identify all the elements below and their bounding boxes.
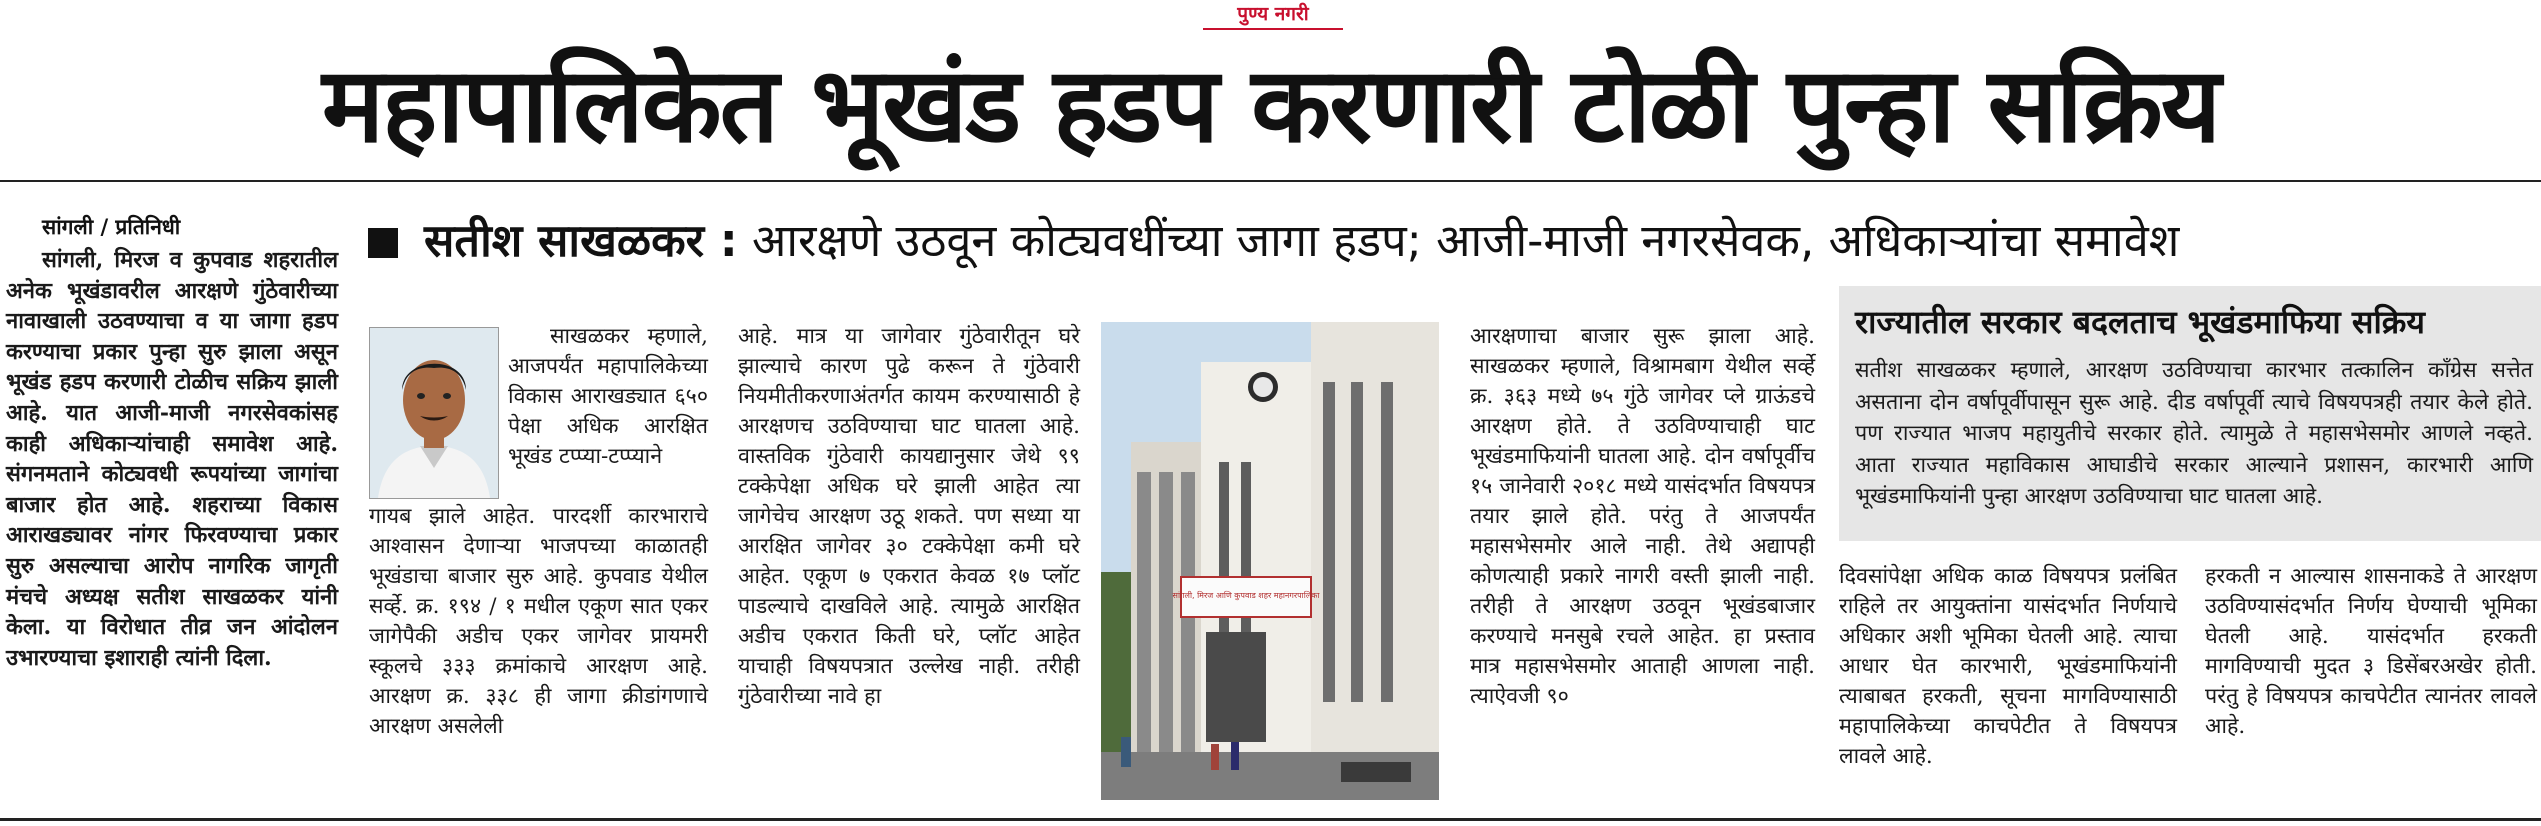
column-3: आहे. मात्र या जागेवार गुंठेवारीतून घरे झाल्याचे कारण पुढे करून ते गुंठेवारी नियमीतीकरणाअंतर्गत कायम करण्यासाठी हे आरक्षणच उठविण्याचा घाट घातला आहे. वास्तविक गुंठेवारी कायद्यानुसार जेथे ९९ टक्केपेक्षा अधिक घरे झाली आहेत त्या जागेचेच आरक्षण उठू शकते. पण सध्या या आरक्षित जागेवर ३० टक्केपेक्षा कमी घरे आहेत. एकूण ७ एकरात केवळ १७ प्लॉट पाडल्याचे दाखविले आहे. त्यामुळे आरक्षित अडीच एकरात किती घरे, प्लॉट आहेत याचाही विषयपत्रात उल्लेख नाही. तरीही गुंठेवारीच्या नावे हा [738, 324, 1080, 709]
building-photo [1101, 322, 1439, 800]
column-6: हरकती न आल्यास शासनाकडे ते आरक्षण उठविण्यासंदर्भात निर्णय घेण्याची भूमिका घेतली आहे. यासंदर्भात हरकती मागविण्याची मुदत ३ डिसेंबरअखेर होती. परंतु हे विषयपत्र काचपेटीत त्यानंतर लावले आहे. [2205, 564, 2537, 739]
building-sign-text: सांगली, मिरज आणि कुपवाड शहर महानगरपालिका [1172, 591, 1320, 600]
bullet-square-icon [368, 228, 398, 258]
subheadline-text: आरक्षणे उठवून कोट्यवधींच्या जागा हडप; आजी-माजी नगरसेवक, अधिकाऱ्यांचा समावेश [752, 214, 2180, 267]
boxed-story-title: राज्यातील सरकार बदलताच भूखंडमाफिया सक्रिय [1855, 303, 2425, 341]
column-4: आरक्षणाचा बाजार सुरू झाला आहे. साखळकर म्हणाले, विश्रामबाग येथील सर्व्हे क्र. ३६३ मध्ये ७५ गुंठे जागेवर प्ले ग्राऊंडचे आरक्षण होते. ते उठविण्याचाही घाट भूखंडमाफियांनी घातला आहे. दोन वर्षापूर्वीच १५ जानेवारी २०१८ मध्ये यासंदर्भात विषयपत्र तयार झाले होते. परंतु ते आजपर्यंत महासभेसमोर आले नाही. तेथे अद्यापही कोणत्याही प्रकारे नागरी वस्ती झाली नाही. तरीही ते आरक्षण उठवून भूखंडबाजार करण्याचे मनसुबे रचले आहेत. हा प्रस्ताव मात्र महासभेसमोर आताही आणला नाही. त्याऐवजी ९० [1470, 324, 1815, 709]
dateline: सांगली / प्रतिनिधी [42, 215, 181, 239]
column-5: दिवसांपेक्षा अधिक काळ विषयपत्र प्रलंबित राहिले तर आयुक्तांना यासंदर्भात निर्णयाचे अधिकार अशी भूमिका घेतली आहे. त्याचा आधार घेत कारभारी, भूखंडमाफियांनी त्याबाबत हरकती, सूचना मागविण्यासाठी महापालिकेच्या काचपेटीत ते विषयपत्र लावले आहे. [1839, 564, 2177, 769]
portrait-photo [369, 327, 499, 499]
column-2-body: गायब झाले आहेत. पारदर्शी कारभाराचे आश्वासन देणाऱ्या भाजपच्या काळातही भूखंडाचा बाजार सुरु आहे. कुपवाड येथील सर्व्हे. क्र. १९४ / १ मधील एकूण सात एकर जागेपैकी अडीच एकर जागेवर प्रायमरी स्कूलचे ३३३ क्रमांकाचे आरक्षण आहे. आरक्षण क्र. ३३८ ही जागा क्रीडांगणाचे आरक्षण असलेली [369, 504, 708, 739]
headline-rule [0, 180, 2541, 182]
lead-paragraph: सांगली, मिरज व कुपवाड शहरातील अनेक भूखंडावरील आरक्षणे गुंठेवारीच्या नावाखाली उठवण्याचा व या जागा हडप करण्याचा प्रकार पुन्हा सुरु झाला असून भूखंड हडप करणारी टोळीच सक्रिय झाली आहे. यात आजी-माजी नगरसेवकांसह काही अधिकाऱ्यांचाही समावेश आहे. संगनमताने कोट्यवधी रूपयांच्या जागांचा बाजार होत आहे. शहराच्या विकास आराखड्यावर नांगर फिरवण्याचा प्रकार सुरु असल्याचा आरोप नागरिक जागृती मंचचे अध्यक्ष सतीश साखळकर यांनी केला. या विरोधात तीव्र जन आंदोलन उभारण्याचा इशाराही त्यांनी दिला. [6, 247, 338, 671]
subheadline [368, 212, 2308, 270]
headline: महापालिकेत भूखंड हडप करणारी टोळी पुन्हा सक्रिय [321, 44, 2220, 166]
boxed-story-text: सतीश साखळकर म्हणाले, आरक्षण उठविण्याचा कारभार तत्कालिन काँग्रेस सत्तेत असताना दोन वर्षापूर्वीपासून सुरू आहे. दीड वर्षापूर्वी त्याचे विषयपत्रही तयार केले होते. पण राज्यात भाजप महायुतीचे सरकार होते. त्यामुळे ते महासभेसमोर आणले नव्हते. आता राज्यात महाविकास आघाडीचे सरकार आल्याने प्रशासन, कारभारी आणि भूखंडमाफियांनी पुन्हा आरक्षण उठविण्याचा घाट घातला आहे. [1855, 358, 2533, 509]
bottom-rule [0, 818, 2541, 821]
column-2-top: साखळकर म्हणाले, आजपर्यंत महापालिकेच्या विकास आराखड्यात ६५० पेक्षा अधिक आरक्षित भूखंड टप्प्या-टप्प्याने [508, 324, 708, 469]
subheadline-name: सतीश साखळकर : [424, 214, 738, 267]
masthead-logo: पुण्य नगरी [1203, 2, 1343, 30]
